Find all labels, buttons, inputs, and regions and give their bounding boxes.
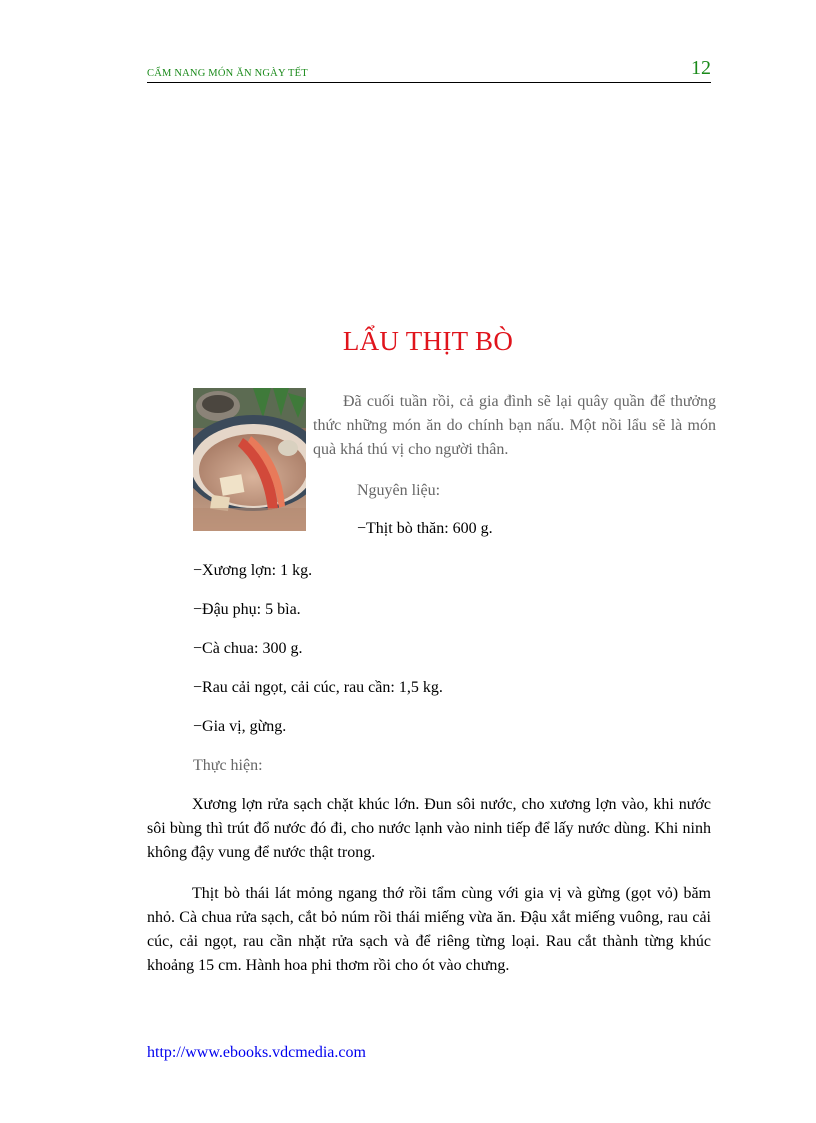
ingredients-label: Nguyên liệu: [357, 482, 441, 499]
ingredient-item: −Gia vị, gừng. [193, 718, 287, 735]
footer-website-link[interactable]: http://www.ebooks.vdcmedia.com [147, 1044, 366, 1061]
recipe-title: LẨU THỊT BÒ [342, 326, 514, 356]
ingredient-item: −Cà chua: 300 g. [193, 640, 303, 657]
page-number: 12 [691, 57, 711, 79]
ingredient-item: −Thịt bò thăn: 600 g. [357, 520, 493, 537]
header-title: CẨM NANG MÓN ĂN NGÀY TẾT [147, 68, 308, 79]
method-label: Thực hiện: [193, 757, 263, 774]
ingredient-item: −Đậu phụ: 5 bìa. [193, 601, 301, 618]
ingredient-item: −Xương lợn: 1 kg. [193, 562, 313, 579]
ingredient-item: −Rau cải ngọt, cải cúc, rau cần: 1,5 kg. [193, 679, 443, 696]
ingredients-list [193, 560, 443, 755]
intro-paragraph: Đã cuối tuần rồi, cả gia đình sẽ lại quây quần để thưởng thức những món ăn do chính bạn nấu. Một nồi lẩu sẽ là món quà khá thú vị cho người thân. [313, 393, 716, 458]
method-paragraph-2: Thịt bò thái lát mỏng ngang thớ rồi tẩm cùng với gia vị và gừng (gọt vỏ) băm nhỏ. Cà chua rửa sạch, cắt bỏ núm rồi thái miếng vừa ăn. Đậu xắt miếng vuông, rau cải cúc, cải ngọt, rau cần nhặt rửa sạch và để riêng từng loại. Rau cắt thành từng khúc khoảng 15 cm. Hành hoa phi thơm rồi cho ót vào chưng. [147, 885, 711, 974]
hotpot-illustration [193, 388, 306, 531]
method-paragraph-1: Xương lợn rửa sạch chặt khúc lớn. Đun sôi nước, cho xương lợn vào, khi nước sôi bùng thì trút đổ nước đó đi, cho nước lạnh vào ninh tiếp để lấy nước dùng. Khi ninh không đậy vung để nước thật trong. [147, 796, 711, 861]
hotpot-photo [193, 388, 306, 531]
page-header [147, 57, 711, 83]
